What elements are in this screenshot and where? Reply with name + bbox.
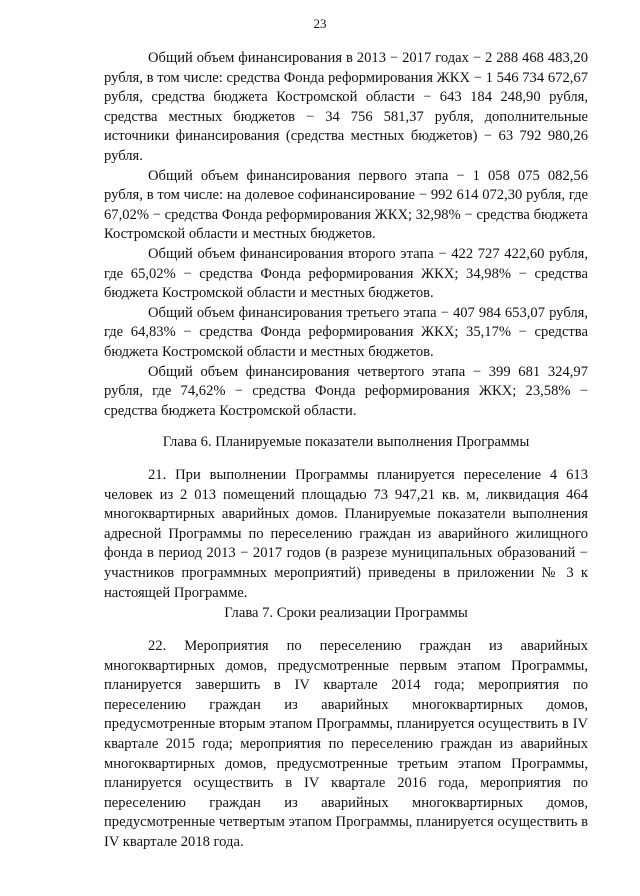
- chapter6-heading: Глава 6. Планируемые показатели выполнения Программы: [162, 434, 530, 450]
- chapter7-section: [104, 637, 588, 853]
- chapter7-heading: Глава 7. Сроки реализации Программы: [224, 605, 468, 621]
- page-number: 23: [313, 16, 327, 31]
- chapter6-section: [104, 466, 588, 603]
- financing-section: [104, 49, 588, 421]
- financing-stage1-paragraph: Общий объем финансирования первого этапа − 1 058 075 082,56 рубля, в том числе: на долевое софинансирование − 992 614 072,30 рубля, где 67,02% − средства Фонда реформирования ЖКХ; 32,98% − средства бюджета Костромской области и местных бюджетов.: [104, 167, 588, 243]
- paragraph-22: 22. Мероприятия по переселению граждан из аварийных многоквартирных домов, предусмотренные первым этапом Программы, планируется завершить в IV квартале 2014 года; мероприятия по переселению граждан из аварийных многоквартирных домов, предусмотренные вторым этапом Программы, планируется осуществить в IV квартале 2015 года; мероприятия по переселению граждан из аварийных многоквартирных домов, предусмотренные третьим этапом Программы, планируется осуществить в IV квартале 2016 года, мероприятия по переселению граждан из аварийных многоквартирных домов, предусмотренные четвертым этапом Программы, планируется осуществить в IV квартале 2018 года.: [104, 638, 588, 850]
- financing-stage4-paragraph: Общий объем финансирования четвертого этапа − 399 681 324,97 рубля, где 74,62% − средства Фонда реформирования ЖКХ; 23,58% − средства бюджета Костромской области.: [104, 363, 588, 419]
- financing-stage2-paragraph: Общий объем финансирования второго этапа − 422 727 422,60 рубля, где 65,02% − средства Фонда реформирования ЖКХ; 34,98% − средства бюджета Костромской области и местных бюджетов.: [104, 245, 588, 302]
- paragraph-21: 21. При выполнении Программы планируется переселение 4 613 человек из 2 013 помещений площадью 73 947,21 кв. м, ликвидация 464 многоквартирных аварийных домов. Планируемые показатели выполнения адресной Программы по переселению граждан из аварийного жилищного фонда в период 2013 − 2017 годов (в разрезе муниципальных образований − участников программных мероприятий) приведены в приложении № 3 к настоящей Программе.: [104, 467, 588, 601]
- financing-stage3-paragraph: Общий объем финансирования третьего этапа − 407 984 653,07 рубля, где 64,83% − средства Фонда реформирования ЖКХ; 35,17% − средства бюджета Костромской области и местных бюджетов.: [104, 304, 588, 360]
- financing-total-paragraph: Общий объем финансирования в 2013 − 2017 годах − 2 288 468 483,20 рубля, в том числе: средства Фонда реформирования ЖКХ − 1 546 734 672,67 рубля, средства бюджета Костромской области − 643 184 248,90 рубля, средства местных бюджетов − 34 756 581,37 рубля, дополнительные источники финансирования (средства местных бюджетов) − 63 792 980,26 рубля.: [104, 50, 588, 164]
